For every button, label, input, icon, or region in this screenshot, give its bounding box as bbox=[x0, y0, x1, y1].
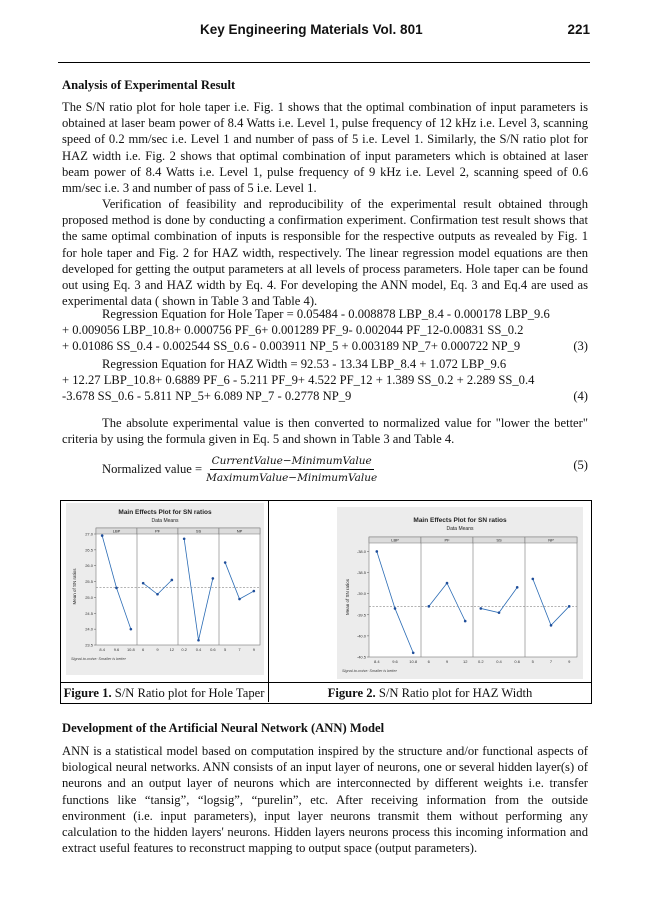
running-header bbox=[60, 22, 590, 42]
data-point bbox=[142, 582, 145, 585]
x-tick-label: 6 bbox=[427, 659, 430, 664]
data-point bbox=[376, 550, 379, 553]
header-rule bbox=[58, 62, 590, 63]
data-point bbox=[568, 605, 571, 608]
x-tick-label: 8.4 bbox=[374, 659, 380, 664]
figure-1-label: Figure 1. bbox=[63, 686, 112, 700]
panel-label-np: NP bbox=[236, 528, 243, 534]
figure-2-caption-text: S/N Ratio plot for HAZ Width bbox=[378, 686, 533, 700]
section-heading-analysis: Analysis of Experimental Result bbox=[62, 78, 236, 92]
data-point bbox=[130, 628, 133, 631]
chart-subtitle: Data Means bbox=[151, 518, 179, 524]
data-point bbox=[101, 534, 104, 537]
y-tick-label: -38.5 bbox=[356, 570, 366, 576]
y-tick-label: -40.0 bbox=[356, 633, 366, 639]
eq3-number: (3) bbox=[573, 339, 588, 353]
eq5-denominator: MaximumValue−MinimumValue bbox=[206, 472, 378, 484]
x-tick-label: 0.4 bbox=[195, 647, 202, 652]
panel-label-lbp: LBP bbox=[391, 537, 399, 543]
eq5-numerator: CurrentValue−MinimumValue bbox=[210, 455, 374, 470]
chart-title: Main Effects Plot for SN ratios bbox=[413, 517, 507, 524]
figure-divider bbox=[268, 500, 269, 702]
chart-footnote: Signal-to-noise: Smaller is better bbox=[71, 657, 126, 661]
y-axis-label: Mean of SN ratios bbox=[345, 578, 350, 616]
y-tick-label: 26.5 bbox=[85, 547, 93, 553]
figure-1-caption bbox=[60, 686, 268, 701]
x-tick-label: 7 bbox=[238, 647, 241, 652]
eq4-line1: Regression Equation for HAZ Width = 92.53 - 13.34 LBP_8.4 + 1.072 LBP_9.6 bbox=[102, 357, 507, 371]
panel-label-lbp: LBP bbox=[112, 528, 121, 534]
chart-title: Main Effects Plot for SN ratios bbox=[118, 509, 212, 516]
data-point bbox=[516, 586, 519, 589]
x-tick-label: 9 bbox=[568, 659, 571, 664]
eq3-line3: + 0.01086 SS_0.4 - 0.002544 SS_0.6 - 0.003911 NP_5 + 0.003189 NP_7+ 0.000722 NP_9 bbox=[62, 339, 521, 354]
panel-label-pf: PF bbox=[154, 528, 161, 534]
x-tick-label: 9.6 bbox=[113, 647, 120, 652]
data-point bbox=[394, 607, 397, 610]
eq4-line2: + 12.27 LBP_10.8+ 0.6889 PF_6 - 5.211 PF_9+ 4.522 PF_12 + 1.389 SS_0.2 + 2.289 SS_0.4 bbox=[62, 373, 535, 388]
eq5-label: Normalized value = bbox=[102, 462, 203, 476]
data-point bbox=[115, 587, 118, 590]
x-tick-label: 9.6 bbox=[392, 659, 398, 664]
x-tick-label: 8.4 bbox=[99, 647, 105, 652]
y-tick-label: 24.0 bbox=[85, 626, 93, 632]
eq3-line1: Regression Equation for Hole Taper = 0.05484 - 0.008878 LBP_8.4 - 0.000178 LBP_9.6 bbox=[102, 307, 550, 321]
data-point bbox=[446, 582, 449, 585]
data-point bbox=[480, 607, 483, 610]
eq5-fraction bbox=[206, 455, 377, 484]
paragraph-verification: Verification of feasibility and reproducibility of the experimental result obtained through proposed method is done by conducting a confirmation experiment. Confirmation test result shows that the same optimal combination of inputs is responsible for the respective outputs as revealed by Fig. 1 for hole taper and Fig. 2 for HAZ width, respectively. The linear regression model equations are then developed for getting the output parameters at all levels of process parameters. Hole taper can be found out using Eq. 3 and HAZ width by Eq. 4. For developing the ANN model, Eq. 3 and Eq.4 are used as experimental data ( shown in Table 3 and Table 4). bbox=[62, 197, 588, 309]
chart-footnote: Signal-to-noise: Smaller is better bbox=[342, 669, 397, 673]
data-point bbox=[224, 561, 227, 564]
data-point bbox=[238, 598, 241, 601]
equation-5 bbox=[102, 455, 377, 484]
paragraph-normalization: The absolute experimental value is then converted to normalized value for "lower the better" criteria by using the formula given in Eq. 5 and shown in Table 3 and Table 4. bbox=[62, 416, 588, 447]
paragraph-sn-analysis: The S/N ratio plot for hole taper i.e. Fig. 1 shows that the optimal combination of input parameters is obtained at laser beam power of 8.4 Watts i.e. Level 1, pulse frequency of 12 kHz i.e. Level 3, scanning speed of 0.2 mm/sec i.e. Level 1 and number of pass of 5 i.e. Level 1. Similarly, the S/N ratio plot for HAZ width i.e. Fig. 2 shows that optimal combination of input parameters which is obtained at laser beam power of 8.4 Watts i.e. Level 1, pulse frequency of 9 kHz i.e. Level 2, scanning speed of 0.6 mm/sec i.e. 3 and number of pass of 5 i.e. Level 1. bbox=[62, 100, 588, 196]
data-point bbox=[498, 611, 501, 614]
y-axis-label: Mean of SN ratios bbox=[72, 568, 77, 605]
data-point bbox=[550, 624, 553, 627]
eq4-number: (4) bbox=[573, 389, 588, 403]
page-number: 221 bbox=[567, 22, 590, 37]
data-point bbox=[171, 579, 174, 582]
figure-2-caption bbox=[269, 686, 591, 701]
data-point bbox=[464, 620, 467, 623]
data-point bbox=[183, 537, 186, 540]
caption-rule bbox=[60, 682, 591, 683]
y-tick-label: 23.5 bbox=[85, 642, 93, 648]
y-tick-label: -39.0 bbox=[356, 591, 366, 597]
x-tick-label: 9 bbox=[252, 647, 255, 652]
y-tick-label: 27.0 bbox=[85, 531, 93, 537]
x-tick-label: 12 bbox=[462, 659, 468, 664]
x-tick-label: 10.8 bbox=[126, 647, 135, 652]
x-tick-label: 9 bbox=[156, 647, 159, 652]
data-point bbox=[197, 639, 200, 642]
x-tick-label: 5 bbox=[224, 647, 227, 652]
panel-label-ss: SS bbox=[496, 537, 502, 543]
x-tick-label: 6 bbox=[142, 647, 145, 652]
section-heading-ann: Development of the Artificial Neural Network (ANN) Model bbox=[62, 721, 385, 735]
x-tick-label: 0.4 bbox=[496, 659, 502, 664]
x-tick-label: 7 bbox=[549, 659, 553, 664]
data-point bbox=[428, 605, 431, 608]
figure-1-chart bbox=[66, 503, 264, 675]
panel-label-np: NP bbox=[548, 537, 554, 543]
paragraph-ann: ANN is a statistical model based on computation inspired by the structure and/or functional aspects of biological neural networks. ANN consists of an input layer of neurons, one or several hidden layer(s) of neurons and an output layer of neurons which are interconnected by different weights i.e. transfer functions like “tansig”, “logsig”, “purelin”, etc. After receiving information from the outside environment (i.e. input parameters), input layer neurons transmit them without performing any calculation to the hidden layers' neurons. Hidden layers neurons process this incoming information and extract useful features to reconstruct mapping to output space (output parameters). bbox=[62, 744, 588, 856]
figure-2-label: Figure 2. bbox=[327, 686, 376, 700]
panel-label-pf: PF bbox=[444, 537, 450, 543]
eq3-line2: + 0.009056 LBP_10.8+ 0.000756 PF_6+ 0.001289 PF_9- 0.002044 PF_12-0.00831 SS_0.2 bbox=[62, 323, 524, 338]
equation-4 bbox=[62, 356, 588, 405]
y-tick-label: -40.5 bbox=[356, 654, 366, 660]
data-point bbox=[253, 590, 256, 593]
data-point bbox=[532, 578, 535, 581]
x-tick-label: 10.8 bbox=[409, 659, 418, 664]
x-tick-label: 0.6 bbox=[210, 647, 216, 652]
journal-title: Key Engineering Materials Vol. 801 bbox=[200, 22, 423, 37]
chart-subtitle: Data Means bbox=[446, 526, 474, 532]
x-tick-label: 5 bbox=[531, 659, 534, 664]
figure-1-caption-text: S/N Ratio plot for Hole Taper bbox=[114, 686, 265, 700]
x-tick-label: 12 bbox=[169, 647, 175, 652]
figure-2-chart bbox=[337, 507, 583, 679]
y-tick-label: 25.5 bbox=[85, 579, 93, 585]
data-point bbox=[412, 651, 415, 654]
x-tick-label: 0.6 bbox=[514, 659, 520, 664]
y-tick-label: 26.0 bbox=[85, 563, 93, 569]
x-tick-label: 0.2 bbox=[478, 659, 484, 664]
data-point bbox=[212, 577, 215, 580]
eq5-number: (5) bbox=[573, 458, 588, 472]
panel-label-ss: SS bbox=[195, 528, 202, 534]
data-point bbox=[156, 593, 159, 596]
y-tick-label: 25.0 bbox=[85, 594, 93, 600]
eq4-line3: -3.678 SS_0.6 - 5.811 NP_5+ 6.089 NP_7 - 0.2778 NP_9 bbox=[62, 389, 352, 404]
y-tick-label: -39.5 bbox=[356, 612, 366, 618]
y-tick-label: 24.5 bbox=[85, 610, 93, 616]
y-tick-label: -38.0 bbox=[356, 548, 366, 554]
x-tick-label: 0.2 bbox=[181, 647, 187, 652]
x-tick-label: 9 bbox=[445, 659, 449, 664]
equation-3 bbox=[62, 306, 588, 355]
